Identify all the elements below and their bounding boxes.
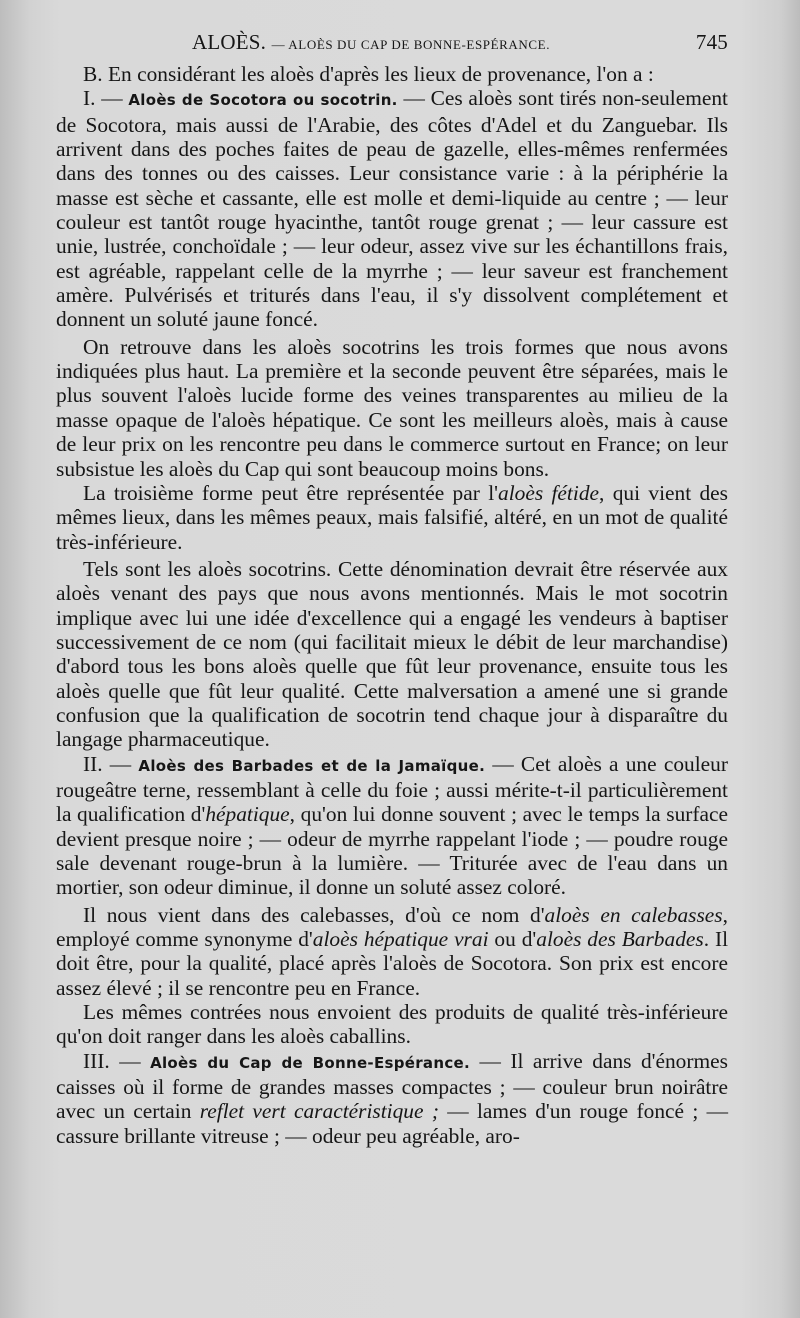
socotora-p1-text: — Ces aloès sont tirés non-seulement de Socotora, mais aussi de l'Arabie, des côtes d'Adel et du Zanguebar. Ils arrivent dans des poches faites de peau de gazelle, elles-mêmes renfermées dans des tonnes ou des caisses. Leur consistance varie : à la périphérie la masse est sèche et cassante, elle est molle et demi-liquide au centre ; — leur couleur est tantôt rouge hyacinthe, tantôt rouge grenat ; — leur cassure est unie, lustrée, conchoïdale ; — leur odeur, assez vive sur les échantillons frais, est agréable, rappelant celle de la myrrhe ; — leur saveur est franchement amère. Pulvérisés et triturés dans l'eau, il s'y dissolvent complétement et donnent un soluté jaune foncé. <box>56 86 728 332</box>
header-title-main: ALOÈS. <box>192 30 267 54</box>
barbades-p2-text-a: Il nous vient dans des calebasses, d'où ce nom d' <box>83 902 545 927</box>
cap-p1-italic: reflet vert caractéristique ; <box>199 1099 439 1124</box>
barbades-p3-text: Les mêmes contrées nous envoient des produits de qualité très-inférieure qu'on doit ranger dans les aloès caballins. <box>56 1000 728 1049</box>
socotora-paragraph-3 <box>56 481 728 554</box>
barbades-p2-italic-3: aloès des Barbades <box>536 927 704 952</box>
cap-number: III. — <box>83 1048 141 1073</box>
header-title <box>192 30 550 55</box>
barbades-paragraph-2 <box>56 903 728 1000</box>
socotora-p2-text: On retrouve dans les aloès socotrins les trois formes que nous avons indiquées plus haut. La première et la seconde peuvent être séparées, mais le plus souvent l'aloès lucide forme des veines transparentes au milieu de la masse opaque de l'aloès hépatique. Ce sont les meilleurs aloès, mais à cause de leur prix on les rencontre peu dans le commerce surtout en France; on leur subsistue les aloès du Cap qui sont beaucoup moins bons. <box>56 334 728 481</box>
barbades-number: II. — <box>83 751 132 776</box>
cap-p1-text-a: — Il arrive dans d'énormes caisses où il forme de grandes masses compactes ; — couleur brun noirâtre avec un certain <box>56 1048 728 1124</box>
page-number: 745 <box>695 30 728 54</box>
barbades-p2-text-c: ou d' <box>488 927 537 952</box>
section-b-intro-text: B. En considérant les aloès d'après les lieux de provenance, l'on a : <box>83 62 654 86</box>
socotora-number: I. — <box>83 86 123 111</box>
page-body <box>56 62 728 1148</box>
socotora-paragraph-1 <box>56 86 728 331</box>
barbades-p1-text-a: — Cet aloès a une couleur rougeâtre terne, ressemblant à celle du foie ; aussi mérite-t-il particulièrement la qualification d' <box>56 751 728 827</box>
socotora-p3-italic: aloès fétide <box>498 480 600 505</box>
header-title-sub: — ALOÈS DU CAP DE BONNE-ESPÉRANCE. <box>271 37 551 52</box>
barbades-p2-text-b: , employé comme synonyme d' <box>56 902 728 952</box>
barbades-p2-italic-2: aloès hépatique vrai <box>312 927 489 952</box>
socotora-paragraph-2 <box>56 335 728 481</box>
barbades-paragraph-1 <box>56 752 728 900</box>
socotora-p3-text-b: , qui vient des mêmes lieux, dans les mêmes peaux, mais falsifié, altéré, en un mot de qualité très-inférieure. <box>56 480 729 554</box>
running-header <box>56 30 728 56</box>
socotora-p3-text-a: La troisième forme peut être représentée par l' <box>83 480 498 505</box>
cap-p1-text-b: — lames d'un rouge foncé ; — cassure brillante vitreuse ; — odeur peu agréable, aro- <box>56 1099 728 1148</box>
cap-paragraph-1 <box>56 1049 728 1148</box>
section-b-intro <box>56 62 728 86</box>
barbades-p1-italic: hépatique <box>205 802 290 827</box>
barbades-heading: Aloès des Barbades et de la Jamaïque. <box>138 756 486 775</box>
socotora-p4-text: Tels sont les aloès socotrins. Cette dénomination devrait être réservée aux aloès venant des pays que nous avons mentionnés. Mais le mot socotrin implique avec lui une idée d'excellence qui a engagé les vendeurs à baptiser successivement de ce nom (qui facilitait mieux le débit de leur marchandise) d'abord tous les bons aloès quelle que fût leur provenance, ensuite tous les aloès quelle que fût leur qualité. Cette malversation a amené une si grande confusion que la qualification de socotrin tend chaque jour à disparaître du langage pharmaceutique. <box>56 556 728 752</box>
barbades-p1-text-b: , qu'on lui donne souvent ; avec le temps la surface devient presque noire ; — odeur de myrrhe rappelant l'iode ; — poudre rouge sale devenant rouge-brun à la lumière. — Triturée avec de l'eau dans un mortier, son odeur diminue, il donne un soluté assez coloré. <box>56 802 728 900</box>
barbades-p2-italic-1: aloès en calebasses <box>544 902 723 927</box>
cap-heading: Aloès du Cap de Bonne-Espérance. <box>150 1053 470 1072</box>
barbades-paragraph-3 <box>56 1000 728 1049</box>
socotora-heading: Aloès de Socotora ou socotrin. <box>128 91 398 110</box>
socotora-paragraph-4 <box>56 557 728 752</box>
barbades-p2-text-d: . Il doit être, pour la qualité, placé après l'aloès de Socotora. Son prix est encore assez élevé ; il se rencontre peu en France. <box>56 927 729 1000</box>
